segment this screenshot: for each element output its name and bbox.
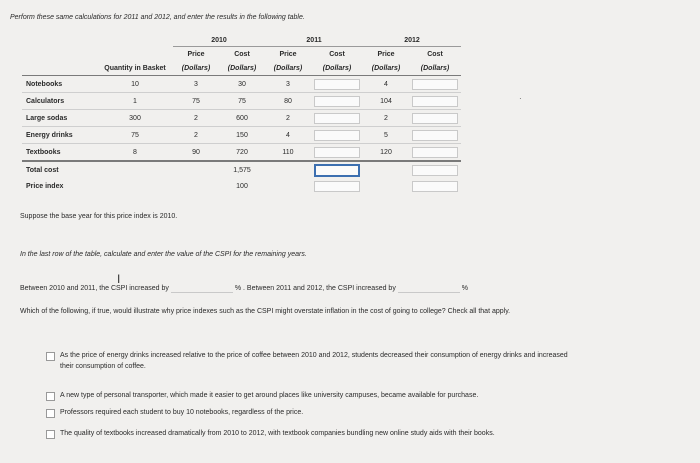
last-row-note: In the last row of the table, calculate and enter the value of the CSPI for the remaining years. [20,251,307,258]
cost-2010: 720 [219,144,265,162]
price-index-table [22,34,461,194]
checkbox[interactable] [46,392,55,401]
cspi-increase-2010-2011 [20,283,468,293]
quantity-value: 8 [97,144,173,162]
cost-2011-input[interactable] [314,79,360,90]
unit-header: (Dollars) [181,64,211,72]
price-2011: 80 [265,93,311,110]
year-2011-header: 2011 [265,34,363,47]
instructions-text: Perform these same calculations for 2011 and 2012, and enter the results in the following table. [10,14,305,21]
year-2010-header: 2010 [173,34,265,47]
cost-header: Cost [427,50,443,58]
table-row [22,93,461,110]
total-cost-2011-input[interactable] [314,164,360,177]
price-2012: 5 [363,127,409,144]
price-index-row [22,178,461,194]
option-item[interactable] [46,428,576,439]
price-index-2010: 100 [236,182,248,190]
cost-header: Cost [329,50,345,58]
cost-2011-input[interactable] [314,96,360,107]
price-index-label: Price index [26,182,64,190]
total-cost-label: Total cost [22,161,97,178]
price-2010: 75 [173,93,219,110]
cost-2010: 600 [219,110,265,127]
option-item[interactable] [46,390,576,401]
quantity-value: 75 [97,127,173,144]
price-2011: 110 [265,144,311,162]
between-2011-2012-label: . Between 2011 and 2012, the CSPI increased by [243,284,396,292]
cspi-2010-2011-input[interactable] [171,283,233,293]
cost-2010: 30 [219,76,265,93]
price-header: Price [279,50,297,58]
quantity-value: 1 [97,93,173,110]
between-2010-2011-label: Between 2010 and 2011, the CSPI increased by [20,284,169,292]
cost-header: Cost [234,50,250,58]
text-cursor-icon: I [117,272,121,286]
year-2012-header: 2012 [363,34,461,47]
unit-header: (Dollars) [371,64,401,72]
price-2012: 104 [363,93,409,110]
table-row [22,110,461,127]
price-2011: 2 [265,110,311,127]
quantity-header: Quantity in Basket [104,64,166,72]
price-2011: 3 [265,76,311,93]
checkbox[interactable] [46,430,55,439]
percent-sign: % [461,284,468,292]
price-2012: 4 [363,76,409,93]
price-2010: 2 [173,110,219,127]
cost-2011-input[interactable] [314,147,360,158]
table-row [22,144,461,162]
base-year-note: Suppose the base year for this price index is 2010. [20,213,178,220]
option-label[interactable]: Professors required each student to buy 10 notebooks, regardless of the price. [60,409,304,416]
price-header: Price [377,50,395,58]
item-label: Large sodas [22,110,97,127]
option-label[interactable]: A new type of personal transporter, which made it easier to get around places like university campuses, became available for purchase. [60,392,479,399]
cost-2012-input[interactable] [412,79,458,90]
price-2011: 4 [265,127,311,144]
cost-2012-input[interactable] [412,147,458,158]
item-label: Calculators [22,93,97,110]
price-2010: 2 [173,127,219,144]
item-label: Energy drinks [22,127,97,144]
percent-sign: % [234,284,242,292]
price-index-2012-input[interactable] [412,181,458,192]
option-label[interactable]: The quality of textbooks increased dramatically from 2010 to 2012, with textbook companies bundling new online study aids with their books. [60,430,495,437]
total-cost-row [22,161,461,178]
cost-2010: 75 [219,93,265,110]
total-cost-2010: 1,575 [219,161,265,178]
cost-2011-input[interactable] [314,113,360,124]
checkbox[interactable] [46,409,55,418]
price-index-2011-input[interactable] [314,181,360,192]
quantity-value: 300 [97,110,173,127]
option-item[interactable] [46,407,576,418]
item-label: Textbooks [22,144,97,162]
unit-header: (Dollars) [420,64,450,72]
price-2012: 2 [363,110,409,127]
cost-2012-input[interactable] [412,96,458,107]
table-row [22,76,461,93]
price-2012: 120 [363,144,409,162]
cost-2012-input[interactable] [412,113,458,124]
cost-2011-input[interactable] [314,130,360,141]
unit-header: (Dollars) [273,64,303,72]
option-item[interactable] [46,350,576,372]
total-cost-2012-input[interactable] [412,165,458,176]
price-header: Price [187,50,205,58]
stray-mark: · [519,94,522,103]
item-label: Notebooks [22,76,97,93]
question-text: Which of the following, if true, would illustrate why price indexes such as the CSPI might overstate inflation in the cost of going to college? Check all that apply. [20,308,511,315]
cost-2010: 150 [219,127,265,144]
option-label[interactable]: As the price of energy drinks increased relative to the price of coffee between 2010 and 2012, students decreased their consumption of energy drinks and increased their consumption of coffee. [60,352,568,370]
table-row [22,127,461,144]
checkbox[interactable] [46,352,55,361]
price-2010: 90 [173,144,219,162]
unit-header: (Dollars) [322,64,352,72]
quantity-value: 10 [97,76,173,93]
price-2010: 3 [173,76,219,93]
cost-2012-input[interactable] [412,130,458,141]
unit-header: (Dollars) [227,64,257,72]
cspi-2011-2012-input[interactable] [398,283,460,293]
